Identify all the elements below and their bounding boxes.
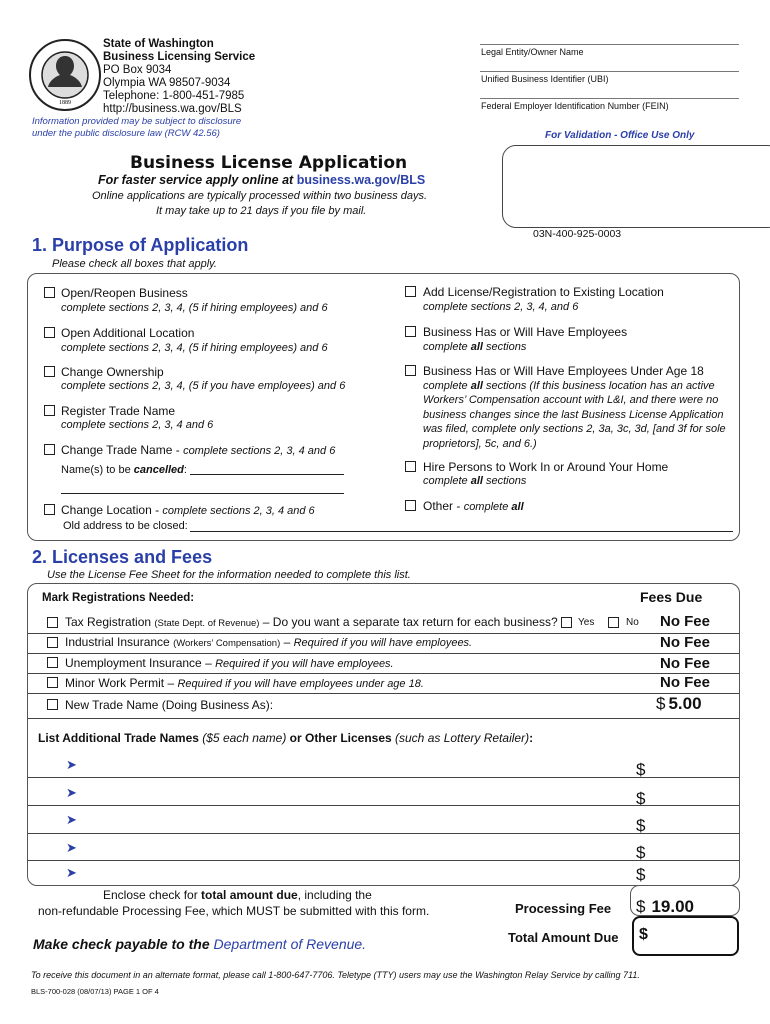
office-use-box <box>502 145 770 228</box>
row-label: Minor Work Permit – <box>65 676 178 690</box>
old-address-field[interactable] <box>190 531 733 532</box>
agency-address <box>103 38 255 116</box>
agency-line: Olympia WA 98507-9034 <box>103 77 231 89</box>
fee-value: No Fee <box>659 655 710 672</box>
arrow-bullet-icon: ➤ <box>66 865 77 880</box>
payable-c: . <box>362 936 367 952</box>
sub-b: all <box>470 341 483 353</box>
option-sub: complete sections 2, 3, 4 and 6 <box>61 419 214 431</box>
label-b: ($5 each name) <box>202 731 287 745</box>
sub-b: all <box>470 475 483 487</box>
payable-note <box>33 936 366 952</box>
fee-row-label <box>65 635 472 649</box>
fee-value: No Fee <box>659 613 710 630</box>
option-label: Business Has or Will Have Employees Under Age 18 <box>423 364 704 378</box>
row-note: Required if you will have employees. <box>293 637 473 649</box>
sub-line: was filed, complete only sections 2, 3a, 3c, 3d, [and 3f for sole <box>423 422 726 435</box>
section1-instruction: Please check all boxes that apply. <box>52 258 217 270</box>
agency-line: Telephone: 1-800-451-7985 <box>103 90 245 102</box>
sub-a: complete <box>463 501 512 513</box>
fee-row-label <box>65 615 558 629</box>
option-sub: complete sections 2, 3, 4, and 6 <box>423 301 579 313</box>
form-code: 03N-400-925-0003 <box>533 228 622 240</box>
arrow-bullet-icon: ➤ <box>66 757 77 772</box>
no-label: No <box>626 617 639 628</box>
change-trade-name-checkbox[interactable] <box>44 444 55 455</box>
owner-name-label: Legal Entity/Owner Name <box>481 47 584 57</box>
arrow-bullet-icon: ➤ <box>66 840 77 855</box>
section1-heading: 1. Purpose of Application <box>32 235 249 255</box>
row-small: (Workers’ Compensation) <box>173 638 281 649</box>
label-d: (such as Lottery Retailer) <box>395 731 530 745</box>
option-label: Change Ownership <box>61 365 164 379</box>
additional-location-checkbox[interactable] <box>44 327 55 338</box>
option-label-text: Change Trade Name - <box>61 443 184 457</box>
change-location-checkbox[interactable] <box>44 504 55 515</box>
payable-a: Make check payable to the <box>33 936 214 952</box>
option-label: Open Additional Location <box>61 326 195 340</box>
open-reopen-checkbox[interactable] <box>44 287 55 298</box>
online-prefix: For faster service apply online at <box>98 173 297 187</box>
form-id: BLS-700-028 (08/07/13) PAGE 1 OF 4 <box>31 987 159 996</box>
additional-fee-field[interactable]: $ <box>636 789 646 808</box>
agency-url[interactable]: http://business.wa.gov/BLS <box>103 103 242 115</box>
cancel-suffix: : <box>183 464 187 476</box>
option-label: Business Has or Will Have Employees <box>423 325 628 339</box>
disclosure-line: under the public disclosure law (RCW 42.56) <box>32 128 220 139</box>
fein-field[interactable] <box>480 98 739 99</box>
yes-label: Yes <box>578 617 595 628</box>
sub-line-text: sections (If this business location has an active <box>486 380 715 392</box>
sub-a: complete <box>423 341 471 353</box>
processing-time-note: Online applications are typically processed within two business days. <box>92 190 428 202</box>
option-label: Hire Persons to Work In or Around Your Home <box>423 460 669 474</box>
additional-fee-field[interactable]: $ <box>636 843 646 862</box>
page-title: Business License Application <box>130 153 408 173</box>
enclose-c: , including the <box>297 888 372 902</box>
agency-line: PO Box 9034 <box>103 64 172 76</box>
section2-heading: 2. Licenses and Fees <box>32 547 213 567</box>
register-trade-name-checkbox[interactable] <box>44 405 55 416</box>
industrial-insurance-checkbox[interactable] <box>47 637 58 648</box>
online-link[interactable]: business.wa.gov/BLS <box>296 173 426 187</box>
dollar-sign: $ <box>636 897 646 916</box>
disclosure-line: Information provided may be subject to disclosure <box>32 116 242 127</box>
svg-text:1889: 1889 <box>59 100 71 106</box>
sub-line: business changes since the last Business License Application <box>423 408 724 421</box>
mark-registrations-label: Mark Registrations Needed: <box>42 592 195 604</box>
sub-a: complete <box>423 475 471 487</box>
validation-label: For Validation - Office Use Only <box>545 130 695 141</box>
fee-amount: 19.00 <box>651 897 695 916</box>
fein-label: Federal Employer Identification Number (FEIN) <box>481 101 669 111</box>
sub-line: proprietors], 5c, and 6.) <box>423 438 537 451</box>
label-a: List Additional Trade Names <box>38 731 203 745</box>
fee-value: No Fee <box>659 634 710 651</box>
sub-c: sections <box>482 475 527 487</box>
total-amount-label: Total Amount Due <box>508 930 619 945</box>
old-address-label: Old address to be closed: <box>63 520 188 532</box>
separate-return-yes-checkbox[interactable] <box>561 617 572 628</box>
minor-work-permit-checkbox[interactable] <box>47 677 58 688</box>
payable-b: Department of Revenue <box>213 936 363 952</box>
agency-line: State of Washington <box>103 38 214 50</box>
arrow-bullet-icon: ➤ <box>66 785 77 800</box>
state-seal-logo <box>28 38 102 112</box>
ubi-label: Unified Business Identifier (UBI) <box>481 74 609 84</box>
processing-fee-label: Processing Fee <box>515 901 612 916</box>
row-label: Unemployment Insurance – <box>65 656 216 670</box>
row-rest: – Do you want a separate tax return for each business? <box>259 615 558 629</box>
option-sub: complete sections 2, 3, 4, (5 if hiring employees) and 6 <box>61 302 328 314</box>
row-small: (State Dept. of Revenue) <box>154 618 260 629</box>
mail-time-note: It may take up to 21 days if you file by mail. <box>156 205 367 217</box>
fee-row-label <box>65 656 394 670</box>
tax-registration-checkbox[interactable] <box>47 617 58 628</box>
cancel-word: cancelled <box>133 464 184 476</box>
option-sub: complete sections 2, 3, 4 and 6 <box>183 445 336 457</box>
fee-value: 5.00 <box>668 694 702 713</box>
hire-home-checkbox[interactable] <box>405 461 416 472</box>
row-label: Industrial Insurance <box>65 635 174 649</box>
row-note: Required if you will have employees. <box>215 658 394 670</box>
sub-line: Workers’ Compensation account with L&I, and there were no <box>423 394 719 407</box>
option-label: Open/Reopen Business <box>61 286 188 300</box>
option-sub: complete sections 2, 3, 4 and 6 <box>162 505 315 517</box>
total-dollar-sign: $ <box>639 926 648 943</box>
enclose-note-line1 <box>103 888 372 902</box>
cancel-prefix: Name(s) to be <box>61 464 134 476</box>
processing-fee-value <box>636 897 694 917</box>
fee-row-label: New Trade Name (Doing Business As): <box>65 698 274 712</box>
cancel-names-field[interactable] <box>190 474 344 475</box>
unemployment-insurance-checkbox[interactable] <box>47 657 58 668</box>
option-label <box>61 503 315 517</box>
enclose-b: total amount due <box>201 888 298 902</box>
new-trade-name-checkbox[interactable] <box>47 699 58 710</box>
cancel-names-field-2[interactable] <box>61 493 344 494</box>
row-rest: – <box>280 635 294 649</box>
agency-line: Business Licensing Service <box>103 51 256 63</box>
dollar-sign: $ <box>656 694 666 713</box>
option-sub <box>423 341 526 353</box>
option-label-text: Other - <box>423 499 464 513</box>
enclose-a: Enclose check for <box>103 888 202 902</box>
arrow-bullet-icon: ➤ <box>66 812 77 827</box>
total-amount-field[interactable] <box>632 916 739 956</box>
minor-employees-checkbox[interactable] <box>405 365 416 376</box>
option-sub-multiline <box>423 379 726 451</box>
add-license-checkbox[interactable] <box>405 286 416 297</box>
row-label: Tax Registration <box>65 615 155 629</box>
trade-name-fee <box>656 694 702 714</box>
option-sub: complete sections 2, 3, 4, (5 if hiring employees) and 6 <box>61 342 328 354</box>
fees-due-header: Fees Due <box>640 589 703 605</box>
alternate-format-note: To receive this document in an alternate format, please call 1-800-647-7706. Teletype (TTY) users may use the Washington Relay Service by calling 711. <box>31 970 640 980</box>
additional-fee-field[interactable]: $ <box>636 760 646 779</box>
sub-b: all <box>470 380 483 392</box>
option-label <box>61 443 335 457</box>
disclosure-note <box>32 116 241 140</box>
label-c: or Other Licenses <box>286 731 396 745</box>
label-e: : <box>529 731 534 745</box>
option-label <box>423 499 524 513</box>
additional-names-label <box>38 731 533 745</box>
row-note: Required if you will have employees under age 18. <box>177 678 424 690</box>
option-sub: complete sections 2, 3, 4, (5 if you have employees) and 6 <box>61 380 346 392</box>
has-employees-checkbox[interactable] <box>405 326 416 337</box>
additional-fee-field[interactable]: $ <box>636 865 646 884</box>
ubi-field[interactable] <box>480 71 739 72</box>
online-note <box>98 173 425 187</box>
additional-fee-field[interactable]: $ <box>636 816 646 835</box>
option-sub <box>423 475 526 487</box>
option-label: Add License/Registration to Existing Location <box>423 285 664 299</box>
sub-a: complete <box>423 380 471 392</box>
change-ownership-checkbox[interactable] <box>44 366 55 377</box>
sub-c: sections <box>482 341 527 353</box>
separate-return-no-checkbox[interactable] <box>608 617 619 628</box>
section2-instruction: Use the License Fee Sheet for the information needed to complete this list. <box>47 569 411 581</box>
owner-name-field[interactable] <box>480 44 739 45</box>
sub-b: all <box>511 501 524 513</box>
fee-row-label <box>65 676 424 690</box>
enclose-note-line2: non-refundable Processing Fee, which MUST be submitted with this form. <box>38 904 430 918</box>
option-label-text: Change Location - <box>61 503 163 517</box>
cancel-names-label <box>61 464 187 476</box>
sub-line <box>423 379 726 393</box>
other-checkbox[interactable] <box>405 500 416 511</box>
fee-value: No Fee <box>659 674 710 691</box>
option-label: Register Trade Name <box>61 404 176 418</box>
